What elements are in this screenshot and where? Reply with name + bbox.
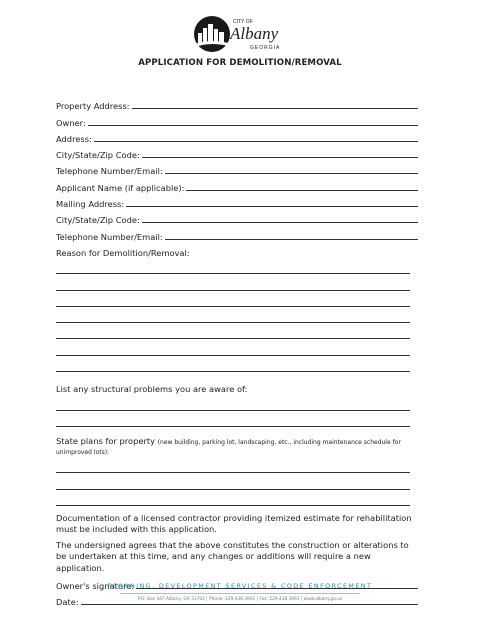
city-logo <box>192 14 292 54</box>
agreement-text: The undersigned agrees that the above constitutes the construction or alterations to be undertaken at this time, and any changes or additions will require a new application. <box>56 539 409 573</box>
field-label: Owner: <box>56 117 86 128</box>
reason-line[interactable] <box>56 323 410 339</box>
structural-label-text: List any structural problems you are aware of: <box>56 384 248 395</box>
field-address <box>56 128 418 144</box>
city-skyline-icon <box>192 14 292 54</box>
applicant-city-state-zip-line[interactable] <box>142 222 418 223</box>
plans-line[interactable] <box>56 490 410 506</box>
structural-label <box>56 378 418 394</box>
plans-label <box>56 437 418 457</box>
city-state-zip-line[interactable] <box>142 157 418 158</box>
reason-line[interactable] <box>56 274 410 290</box>
field-owner <box>56 111 418 127</box>
field-telephone-email <box>56 160 418 176</box>
field-label: Date: <box>56 596 79 607</box>
field-label: Property Address: <box>56 101 130 112</box>
plans-line[interactable] <box>56 457 410 473</box>
telephone-email-line[interactable] <box>165 173 418 174</box>
field-property-address <box>56 95 418 111</box>
field-city-state-zip <box>56 144 418 160</box>
form-title: APPLICATION FOR DEMOLITION/REMOVAL <box>138 58 342 68</box>
mailing-address-line[interactable] <box>126 206 418 207</box>
structural-line[interactable] <box>56 394 410 410</box>
field-label: City/State/Zip Code: <box>56 215 140 226</box>
reason-line[interactable] <box>56 258 410 274</box>
documentation-text: Documentation of a licensed contractor providing itemized estimate for rehabilitation must be included with this application. <box>56 512 412 535</box>
reason-line[interactable] <box>56 356 410 372</box>
reason-label-text: Reason for Demolition/Removal: <box>56 247 190 258</box>
field-label: Telephone Number/Email: <box>56 166 163 177</box>
reason-line[interactable] <box>56 307 410 323</box>
owner-line[interactable] <box>88 125 418 126</box>
plans-note: (new building, parking lot, landscaping, etc., including maintenance schedule for unimproved lots): <box>56 438 401 456</box>
logo-city-of-text: CITY OF <box>233 19 253 25</box>
plans-label-text: State plans for property <box>56 435 156 446</box>
address-line[interactable] <box>94 141 418 142</box>
plans-line[interactable] <box>56 473 410 489</box>
field-label: City/State/Zip Code: <box>56 150 140 161</box>
field-applicant-name <box>56 176 418 192</box>
reason-label <box>56 242 418 258</box>
field-applicant-telephone-email <box>56 225 418 241</box>
field-applicant-city-state-zip <box>56 209 418 225</box>
applicant-telephone-email-line[interactable] <box>165 239 418 240</box>
field-label: Owner's signature: <box>56 580 135 591</box>
application-form <box>56 95 418 607</box>
reason-line[interactable] <box>56 291 410 307</box>
logo-albany-text: Albany <box>230 24 279 43</box>
field-label: Mailing Address: <box>56 199 125 210</box>
structural-line[interactable] <box>56 411 410 427</box>
footer-divider <box>120 593 360 594</box>
applicant-name-line[interactable] <box>186 190 418 191</box>
reason-line[interactable] <box>56 339 410 355</box>
footer-contact: P.O. Box 447 Albany, GA 31702 | Phone: 229.438.3901 | Fax: 229.438.3965 | www.albany.ga.us <box>137 597 343 602</box>
field-mailing-address <box>56 193 418 209</box>
date-line[interactable] <box>81 604 418 605</box>
field-label: Applicant Name (if applicable): <box>56 182 185 193</box>
field-label: Telephone Number/Email: <box>56 231 163 242</box>
property-address-line[interactable] <box>132 108 418 109</box>
footer-department: PLANNING, DEVELOPMENT SERVICES & CODE ENFORCEMENT <box>107 582 373 590</box>
field-label: Address: <box>56 133 92 144</box>
logo-georgia-text: GEORGIA <box>250 45 281 51</box>
